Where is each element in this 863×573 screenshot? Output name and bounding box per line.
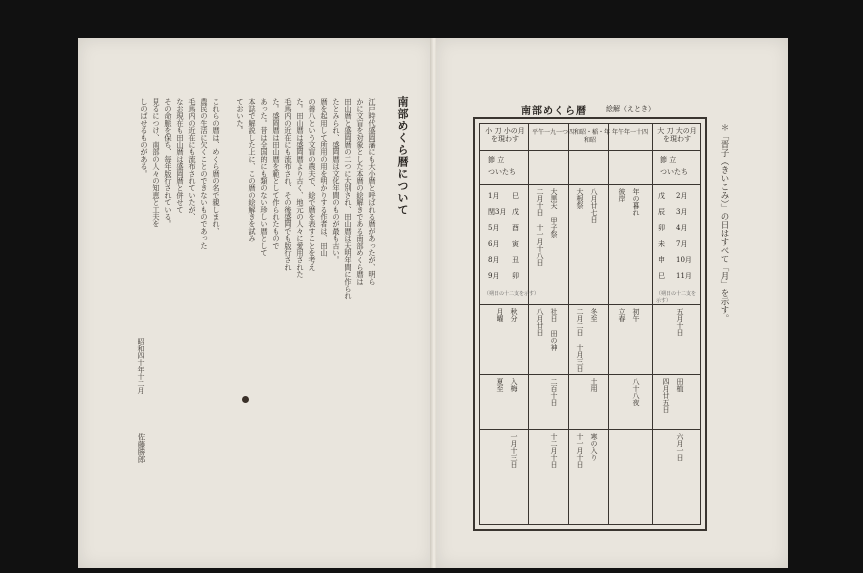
calendar-cell: 大根祭 [576,188,584,209]
small-tsuitachi-label: ついたち [488,168,516,176]
eto-label: 卯 [658,224,665,232]
month-label: 1月 [488,192,500,200]
eto-label: 寅 [512,240,519,248]
essay-date: 昭和四十年十二月 [137,338,145,394]
month-label: 9月 [488,272,500,280]
calendar-cell: 夏至 [496,378,504,392]
small-month-header: 小 刀 小の月を現わす [485,127,525,143]
large-months-note: （朔日の十二支を示す） [656,291,697,304]
month-label: 6月 [488,240,500,248]
large-setsu-label: 節 立 [660,156,677,164]
calendar-cell: 冬至 [590,308,598,322]
calendar-cell: 二月十日 十一月十八日 [536,188,544,266]
essay-column: ておいた。 [236,98,245,134]
month-label: 2月 [676,192,688,200]
small-months-list [488,188,506,284]
calendar-cell: 社日 田の神 [550,308,558,351]
essay-author: 佐藤勝郎 [137,433,146,463]
essay-column: あった。昔は全国的にも類のない珍しい暦として [260,98,269,257]
calendar-cell: 四月廿五日 [662,378,670,413]
calendar-cell: 秋分 [510,308,518,322]
large-months-list [676,188,692,284]
essay-column: 江戸時代盛岡藩にも大小暦と呼ばれる暦があったが、明ら [368,98,377,286]
calendar-cell: 立春 [618,308,626,322]
essay-column: 見るにつけ、南部の人々の知恵と工夫を [152,98,161,228]
eto-label: 戊 [658,192,665,200]
essay-column: 毛馬内の近在にも流布され、その後盛岡でも版行され [284,98,293,271]
calendar-cell: 月曜 [496,308,504,322]
calendar-table [473,117,707,531]
essay-column: 本誌で解説した上に、この暦の絵解きを試み [248,98,257,242]
calendar-cell: 初午 [632,308,640,322]
calendar-title: 南部めくら暦 [521,106,587,117]
small-months-note: （朔日の十二支を示す） [484,291,540,297]
calendar-cell: 年の暮れ [632,188,640,216]
essay-column: なお現在も田山暦は盛岡暦と併せて [176,98,185,214]
large-month-header: 大 刀 大の月を現わす [657,127,697,143]
essay-column: の善八という文盲の農夫で、絵で暦を表すことを考え [308,98,317,271]
calendar-cell: 土用 [590,378,598,392]
calendar-inner-frame [479,123,701,525]
essay-column: 暦を起用して所用の用を明かりする作者は、田山 [320,98,329,257]
right-page [436,38,788,568]
essay-column: 農民の生活に欠くことのできないものであった [200,98,209,250]
calendar-cell: 彼岸 [618,188,626,202]
essay-column: た。田山暦は盛岡暦より古く、地元の人々に愛用された [296,98,305,278]
month-label: 閏3月 [488,208,507,216]
calendar-cell: 田植 [676,378,684,392]
eto-label: 卯 [512,272,519,280]
calendar-subtitle: 絵解（えとき） [606,105,655,113]
essay-column: たとみられ、盛岡暦は文化年間のものが最も古い。 [332,98,341,264]
large-tsuitachi-label: ついたち [660,168,688,176]
month-label: 3月 [676,208,688,216]
calendar-cell: 八月廿七日 [590,188,598,223]
large-months-eto [658,188,665,284]
year-header: 平午一九一つ四和昭・稲・年 年午年一十四和昭 [532,129,648,144]
eto-label: 巳 [512,192,519,200]
month-label: 4月 [676,224,688,232]
month-label: 8月 [488,256,500,264]
calendar-cell: 一月十三日 [510,433,518,468]
eto-label: 巳 [658,272,665,280]
calendar-cell: 六月一日 [676,433,684,461]
calendar-cell: 八十八夜 [632,378,640,406]
eto-label: 辰 [658,208,665,216]
essay-column: しのばせるものがある。 [140,98,149,178]
calendar-cell: 八月廿日 [536,308,544,336]
calendar-cell: 五月十日 [676,308,684,336]
small-months-eto [512,188,519,284]
calendar-cell: 大黒天 甲子祭 [550,188,558,238]
month-label: 5月 [488,224,500,232]
left-page [78,38,433,568]
essay-column: その命脈を保ち、毎年版行されている。 [164,98,173,228]
ink-stain [242,396,249,403]
eto-label: 酉 [512,224,519,232]
month-label: 10月 [676,256,692,264]
side-note: ＊「晋子（きいこみ）」の日はすべて「月」を示す。 [719,123,729,323]
essay-column: た。盛岡暦は田山暦を範として作られたもので [272,98,281,250]
month-label: 7月 [676,240,688,248]
month-label: 11月 [676,272,692,280]
calendar-cell: 十一月十日 [576,433,584,468]
calendar-cell: 入梅 [510,378,518,392]
calendar-cell: 寒の入り [590,433,598,461]
essay-column: これらの暦は、めくら暦の名で親しまれ、 [212,98,221,235]
essay-column: 毛馬内の近在にも流布されていたが、 [188,98,197,221]
essay-column: かに文盲を対象とした本暦の絵解きである南部めくら暦は [356,98,365,286]
eto-label: 申 [658,256,665,264]
calendar-cell: 二月二日 十月三日 [576,308,584,372]
essay-column: 田山暦と盛岡暦の二つに大別され、田山暦は天明年間に作られ [344,98,353,300]
essay-title: 南部めくら暦について [396,96,409,216]
eto-label: 未 [658,240,665,248]
eto-label: 丑 [512,256,519,264]
calendar-cell: 二百十日 [550,378,558,406]
calendar-cell: 十二月十日 [550,433,558,468]
small-setsu-label: 節 立 [488,156,505,164]
eto-label: 戊 [512,208,519,216]
